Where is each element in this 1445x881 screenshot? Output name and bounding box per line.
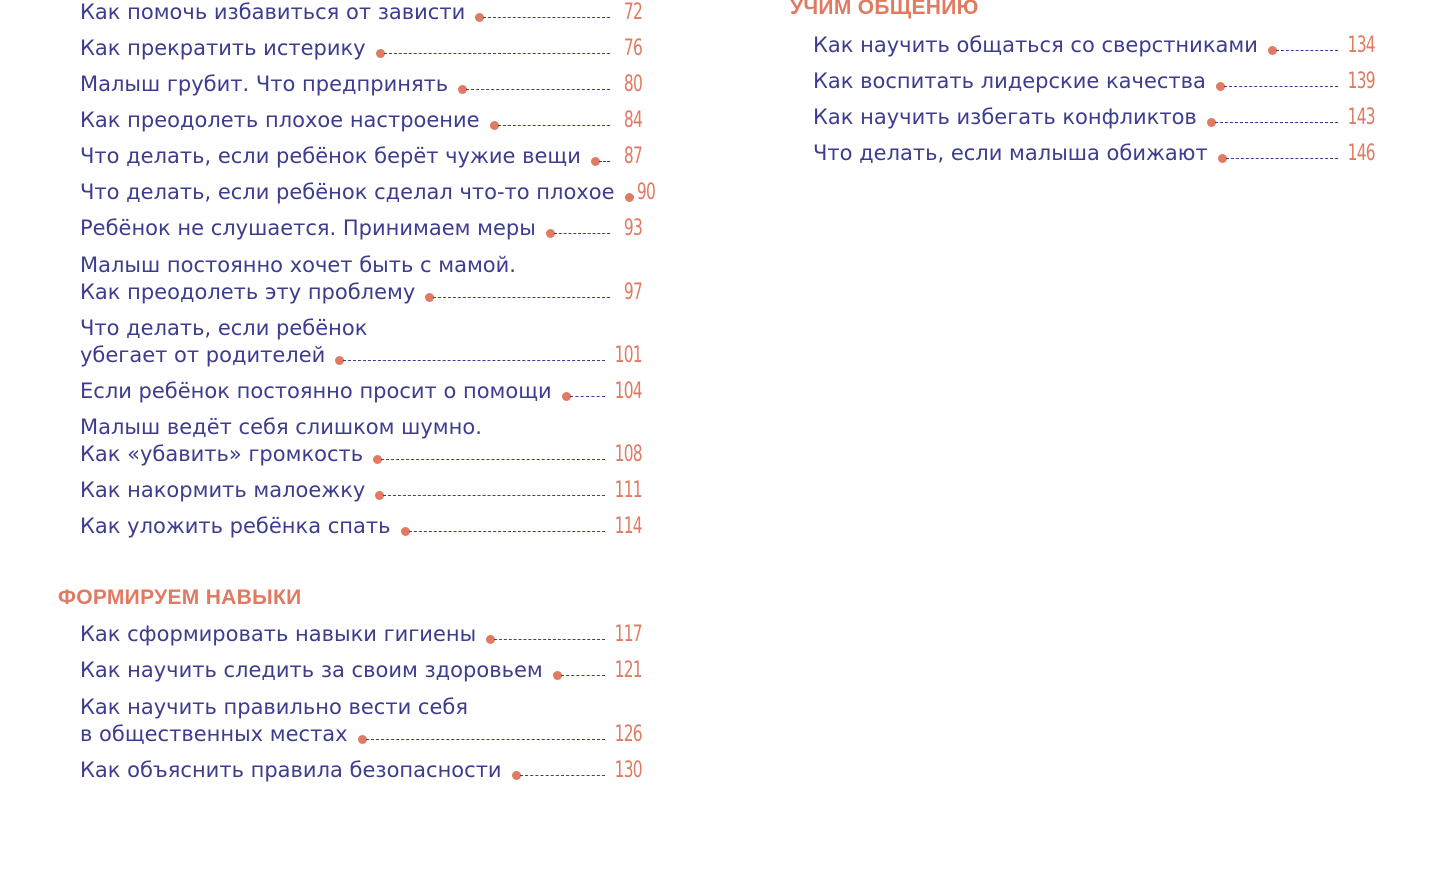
dotted-leader (1268, 32, 1340, 59)
entry-title: Что делать, если ребёнок берёт чужие вещи (80, 144, 581, 168)
section-heading: ФОРМИРУЕМ НАВЫКИ (58, 586, 302, 609)
entry-title: Как научить правильно вести себя (80, 695, 468, 719)
toc-entry (80, 477, 642, 504)
toc-entry (80, 513, 642, 540)
page-number: 117 (614, 622, 642, 647)
leader-line (570, 396, 606, 397)
entry-title: Как прекратить истерику (80, 36, 366, 60)
leader-line (1226, 158, 1339, 159)
dotted-leader (475, 0, 612, 26)
leader-line (554, 233, 610, 234)
page-number: 80 (623, 72, 642, 97)
page-number: 90 (636, 180, 655, 205)
dotted-leader (373, 441, 607, 468)
leader-line (409, 531, 606, 532)
leader-line (343, 360, 605, 361)
entry-title: Как воспитать лидерские качества (813, 69, 1206, 93)
page-number: 134 (1347, 33, 1375, 58)
entry-title: Как накормить малоежку (80, 478, 366, 502)
dotted-leader (490, 107, 612, 134)
toc-entry (80, 35, 642, 62)
page-number: 111 (614, 478, 642, 503)
entry-title: Как научить следить за своим здоровьем (80, 658, 543, 682)
leader-line (466, 89, 610, 90)
page-number: 104 (614, 379, 642, 404)
leader-line (1276, 50, 1338, 51)
toc-entry (80, 378, 642, 405)
toc-entry (80, 179, 655, 206)
dotted-leader (1218, 140, 1341, 167)
leader-line (366, 739, 606, 740)
entry-title: Как уложить ребёнка спать (80, 514, 391, 538)
leader-line (1215, 122, 1338, 123)
entry-title: Что делать, если малыша обижают (813, 141, 1208, 165)
toc-entry (80, 315, 642, 369)
page-number: 130 (614, 758, 642, 783)
dotted-leader (375, 477, 607, 504)
page-number: 93 (623, 216, 642, 241)
page-number: 97 (623, 280, 642, 305)
page-number: 87 (623, 144, 642, 169)
entry-title: Как объяснить правила безопасности (80, 758, 502, 782)
entry-title: убегает от родителей (80, 343, 326, 367)
page-number: 101 (614, 343, 642, 368)
leader-line (498, 125, 610, 126)
page-number: 114 (614, 514, 642, 539)
leader-line (561, 675, 606, 676)
leader-line (520, 775, 606, 776)
dotted-leader (458, 71, 612, 98)
page-number: 146 (1347, 141, 1375, 166)
dotted-leader (512, 757, 608, 784)
entry-title: в общественных местах (80, 722, 348, 746)
entry-title: Ребёнок не слушается. Принимаем меры (80, 216, 536, 240)
toc-entry (80, 143, 642, 170)
page-number: 72 (623, 0, 642, 25)
page-number: 143 (1347, 105, 1375, 130)
leader-line (599, 161, 610, 162)
entry-title: Что делать, если ребёнок (80, 316, 368, 340)
entry-title: Как «убавить» громкость (80, 442, 364, 466)
page-number: 84 (623, 108, 642, 133)
dotted-leader (1207, 104, 1340, 131)
dotted-leader (401, 513, 608, 540)
section-heading: УЧИМ ОБЩЕНИЮ (790, 0, 979, 19)
entry-title: Если ребёнок постоянно просит о помощи (80, 379, 552, 403)
dotted-leader (335, 342, 607, 369)
toc-entry (80, 107, 642, 134)
page-number: 126 (614, 722, 642, 747)
toc-entry (80, 657, 642, 684)
leader-line (384, 53, 610, 54)
entry-title: Как научить избегать конфликтов (813, 105, 1197, 129)
entry-title: Малыш ведёт себя слишком шумно. (80, 415, 482, 439)
dotted-leader (376, 35, 612, 62)
entry-title: Как преодолеть эту проблему (80, 280, 416, 304)
entry-title: Малыш постоянно хочет быть с мамой. (80, 253, 516, 277)
entry-title: Как сформировать навыки гигиены (80, 622, 477, 646)
toc-entry (80, 252, 642, 306)
leader-line (494, 639, 605, 640)
page-number: 108 (614, 442, 642, 467)
dotted-leader (486, 621, 607, 648)
toc-entry (80, 757, 642, 784)
dotted-leader (562, 378, 608, 405)
toc-entry (813, 140, 1375, 167)
dotted-leader (553, 657, 608, 684)
entry-title: Как преодолеть плохое настроение (80, 108, 480, 132)
toc-entry (80, 694, 642, 748)
toc-entry (813, 68, 1375, 95)
entry-title: Что делать, если ребёнок сделал что-то плохое (80, 180, 615, 204)
toc-entry (813, 32, 1375, 59)
toc-entry (813, 104, 1375, 131)
toc-entry (80, 0, 642, 26)
leader-line (483, 17, 610, 18)
toc-entry (80, 621, 642, 648)
leader-line (383, 495, 605, 496)
toc-entry (80, 414, 642, 468)
leader-line (1224, 86, 1338, 87)
dotted-leader (358, 721, 608, 748)
entry-title: Как помочь избавиться от зависти (80, 0, 466, 24)
leader-line (381, 459, 605, 460)
entry-title: Как научить общаться со сверстниками (813, 33, 1258, 57)
leader-line (433, 297, 610, 298)
dotted-leader (425, 279, 612, 306)
dotted-leader (1216, 68, 1340, 95)
dotted-leader (546, 215, 612, 242)
dotted-leader (591, 143, 612, 170)
page-number: 121 (614, 658, 642, 683)
page-number: 139 (1347, 69, 1375, 94)
page-number: 76 (623, 36, 642, 61)
entry-title: Малыш грубит. Что предпринять (80, 72, 449, 96)
toc-entry (80, 71, 642, 98)
toc-entry (80, 215, 642, 242)
